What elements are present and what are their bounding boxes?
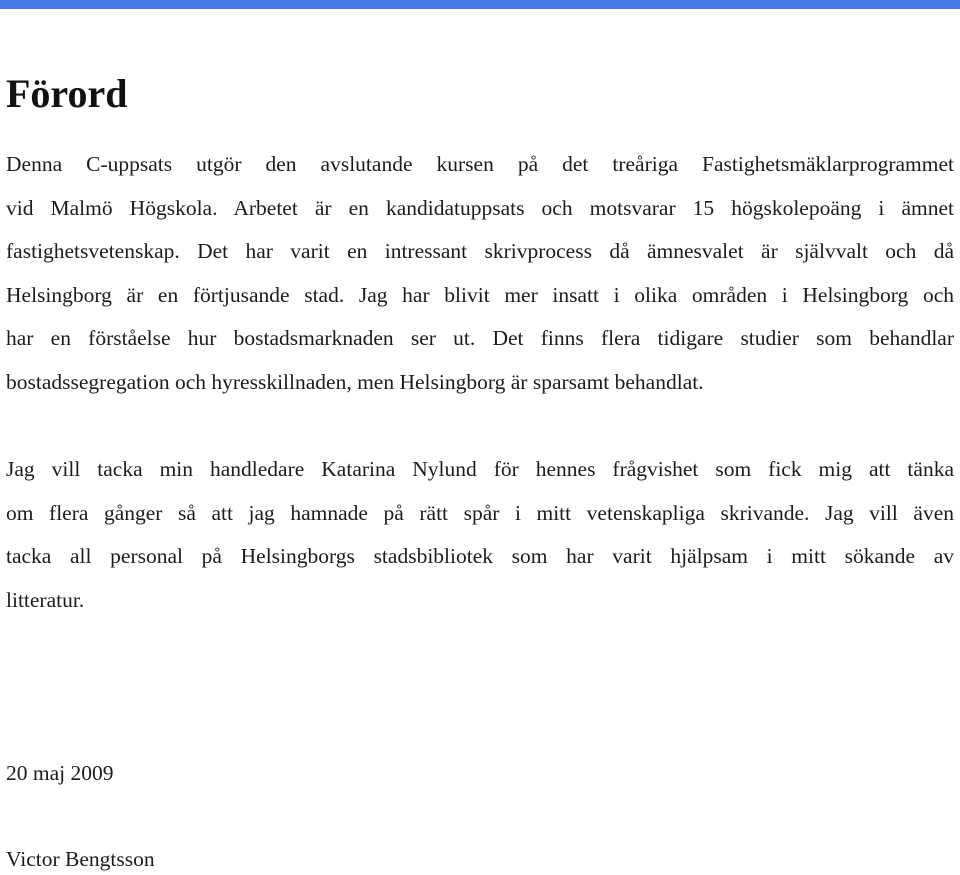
text-line: om flera gånger så att jag hamnade på rätt spår i mitt vetenskapliga skrivande. Jag vill även: [6, 501, 954, 525]
text-line: Denna C-uppsats utgör den avslutande kursen på det treåriga Fastighetsmäklarprogrammet: [6, 152, 954, 176]
author-signature: Victor Bengtsson: [6, 847, 155, 871]
top-border: [0, 0, 960, 9]
text-line: fastighetsvetenskap. Det har varit en intressant skrivprocess då ämnesvalet är självvalt och då: [6, 239, 954, 263]
text-line: litteratur.: [6, 588, 85, 612]
page-title: Förord: [6, 71, 128, 116]
text-line: har en förståelse hur bostadsmarknaden ser ut. Det finns flera tidigare studier som behandlar: [6, 326, 954, 350]
text-line: Helsingborg är en förtjusande stad. Jag har blivit mer insatt i olika områden i Helsingborg och: [6, 283, 954, 307]
text-line: Jag vill tacka min handledare Katarina Nylund för hennes frågvishet som fick mig att tänka: [6, 457, 954, 481]
text-line: bostadssegregation och hyresskillnaden, men Helsingborg är sparsamt behandlat.: [6, 370, 704, 394]
text-line: tacka all personal på Helsingborgs stadsbibliotek som har varit hjälpsam i mitt sökande av: [6, 544, 954, 568]
text-line: vid Malmö Högskola. Arbetet är en kandidatuppsats och motsvarar 15 högskolepoäng i ämnet: [6, 196, 954, 220]
document-date: 20 maj 2009: [6, 761, 114, 785]
